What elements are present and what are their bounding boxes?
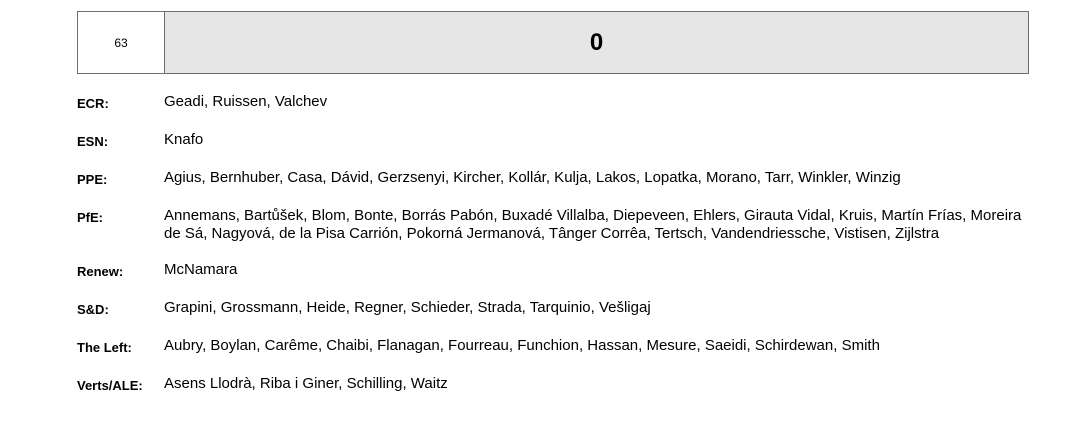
- group-members: Aubry, Boylan, Carême, Chaibi, Flanagan, Fourreau, Funchion, Hassan, Mesure, Saeidi, Schirdewan, Smith: [164, 337, 880, 354]
- vote-result-header: [77, 11, 1029, 74]
- group-code: ESN:: [77, 134, 109, 149]
- group-row-ecr: [77, 93, 1037, 113]
- vote-count: 63: [78, 12, 165, 73]
- group-code: PfE:: [77, 210, 103, 225]
- vote-result-value: 0: [165, 12, 1028, 73]
- group-row-esn: [77, 131, 1037, 151]
- group-code: Verts/ALE:: [77, 378, 143, 393]
- group-row-the-left: [77, 337, 1037, 357]
- group-row-ppe: [77, 169, 1037, 189]
- group-code: S&D:: [77, 302, 109, 317]
- political-groups-list: [77, 93, 1037, 413]
- group-members: Agius, Bernhuber, Casa, Dávid, Gerzsenyi, Kircher, Kollár, Kulja, Lakos, Lopatka, Morano, Tarr, Winkler, Winzig: [164, 169, 901, 186]
- group-row-renew: [77, 261, 1037, 281]
- group-code: The Left:: [77, 340, 132, 355]
- group-members: McNamara: [164, 261, 238, 278]
- group-code: Renew:: [77, 264, 124, 279]
- group-members: Asens Llodrà, Riba i Giner, Schilling, Waitz: [164, 375, 448, 392]
- group-row-verts-ale: [77, 375, 1037, 395]
- group-row-pfe: [77, 207, 1037, 243]
- group-members: Geadi, Ruissen, Valchev: [164, 93, 328, 110]
- group-members: Annemans, Bartůšek, Blom, Bonte, Borrás Pabón, Buxadé Villalba, Diepeveen, Ehlers, Girauta Vidal, Kruis, Martín Frías, Moreira de Sá, Nagyová, de la Pisa Carrión, Pokorná Jermanová, Tânger Corrêa, Tertsch, Vandendriessche, Vistisen, Zijlstra: [164, 207, 1022, 242]
- group-code: PPE:: [77, 172, 108, 187]
- group-code: ECR:: [77, 96, 109, 111]
- group-row-sd: [77, 299, 1037, 319]
- group-members: Knafo: [164, 131, 204, 148]
- group-members: Grapini, Grossmann, Heide, Regner, Schieder, Strada, Tarquinio, Vešligaj: [164, 299, 651, 316]
